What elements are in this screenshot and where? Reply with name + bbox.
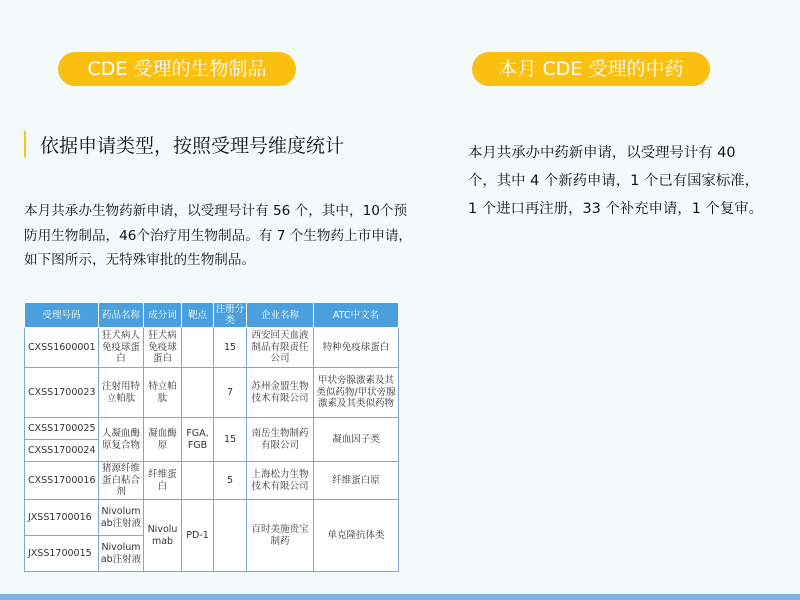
cell-company: 百时美施贵宝制药: [247, 500, 314, 572]
cell-target: FGA, FGB: [182, 418, 214, 462]
cell-drug-name: Nivolumab注射液: [99, 536, 144, 572]
section-title-tcm: 本月 CDE 受理的中药: [472, 52, 710, 86]
cell-ingredient: 纤维蛋白: [144, 462, 182, 500]
applications-table: [24, 302, 399, 572]
header-atc: ATC中文名: [314, 303, 399, 328]
table-row: [25, 368, 399, 418]
cell-drug-name: 人凝血酶原复合物: [99, 418, 144, 462]
header-reg-class: 注册分类: [214, 303, 247, 328]
cell-target: [182, 328, 214, 368]
table-row: [25, 462, 399, 500]
cell-accept-no: JXSS1700015: [25, 536, 99, 572]
cell-company: 苏州金盟生物技术有限公司: [247, 368, 314, 418]
cell-ingredient: 狂犬病免疫球蛋白: [144, 328, 182, 368]
cell-reg-class: [214, 500, 247, 572]
cell-company: 南岳生物制药有限公司: [247, 418, 314, 462]
cell-reg-class: 5: [214, 462, 247, 500]
cell-accept-no: JXSS1700016: [25, 500, 99, 536]
cell-company: 西安回天血液制品有限责任公司: [247, 328, 314, 368]
cell-ingredient: 凝血酶原: [144, 418, 182, 462]
cell-atc: 特种免疫球蛋白: [314, 328, 399, 368]
cell-company: 上海松力生物技术有限公司: [247, 462, 314, 500]
table-row: [25, 500, 399, 536]
cell-ingredient: Nivolumab: [144, 500, 182, 572]
cell-reg-class: 15: [214, 328, 247, 368]
biologics-summary: 本月共承办生物药新申请，以受理号计有 56 个，其中，10个预防用生物制品，46个治疗用生物制品。有 7 个生物药上市申请，如下图所示，无特殊审批的生物制品。: [24, 203, 413, 268]
cell-target: [182, 462, 214, 500]
cell-atc: 凝血因子类: [314, 418, 399, 462]
tcm-summary: 本月共承办中药新申请，以受理号计有 40 个，其中 4 个新药申请，1 个已有国家标准， 1 个进口再注册，33 个补充申请，1 个复审。: [468, 145, 763, 217]
cell-drug-name: 猪源纤维蛋白粘合剂: [99, 462, 144, 500]
cell-drug-name: Nivolumab注射液: [99, 500, 144, 536]
bottom-bar: [0, 594, 800, 600]
cell-reg-class: 15: [214, 418, 247, 462]
cell-ingredient: 特立帕肽: [144, 368, 182, 418]
cell-accept-no: CXSS1700024: [25, 440, 99, 462]
cell-atc: 单克隆抗体类: [314, 500, 399, 572]
cell-atc: 甲状旁腺激素及其类似药物/甲状旁腺激素及其类似药物: [314, 368, 399, 418]
cell-accept-no: CXSS1600001: [25, 328, 99, 368]
header-ingredient: 成分词: [144, 303, 182, 328]
header-drug-name: 药品名称: [99, 303, 144, 328]
cell-target: PD-1: [182, 500, 214, 572]
cell-accept-no: CXSS1700016: [25, 462, 99, 500]
cell-drug-name: 狂犬病人免疫球蛋白: [99, 328, 144, 368]
header-company: 企业名称: [247, 303, 314, 328]
cell-drug-name: 注射用特立帕肽: [99, 368, 144, 418]
subheading: 依据申请类型，按照受理号维度统计: [40, 135, 345, 157]
cell-target: [182, 368, 214, 418]
cell-reg-class: 7: [214, 368, 247, 418]
cell-accept-no: CXSS1700023: [25, 368, 99, 418]
section-title-biologics: CDE 受理的生物制品: [58, 52, 296, 86]
table-row: [25, 418, 399, 440]
cell-accept-no: CXSS1700025: [25, 418, 99, 440]
header-accept-no: 受理号码: [25, 303, 99, 328]
table-header-row: [25, 303, 399, 328]
table-row: [25, 328, 399, 368]
subheading-accent: [24, 131, 26, 157]
cell-atc: 纤维蛋白原: [314, 462, 399, 500]
header-target: 靶点: [182, 303, 214, 328]
